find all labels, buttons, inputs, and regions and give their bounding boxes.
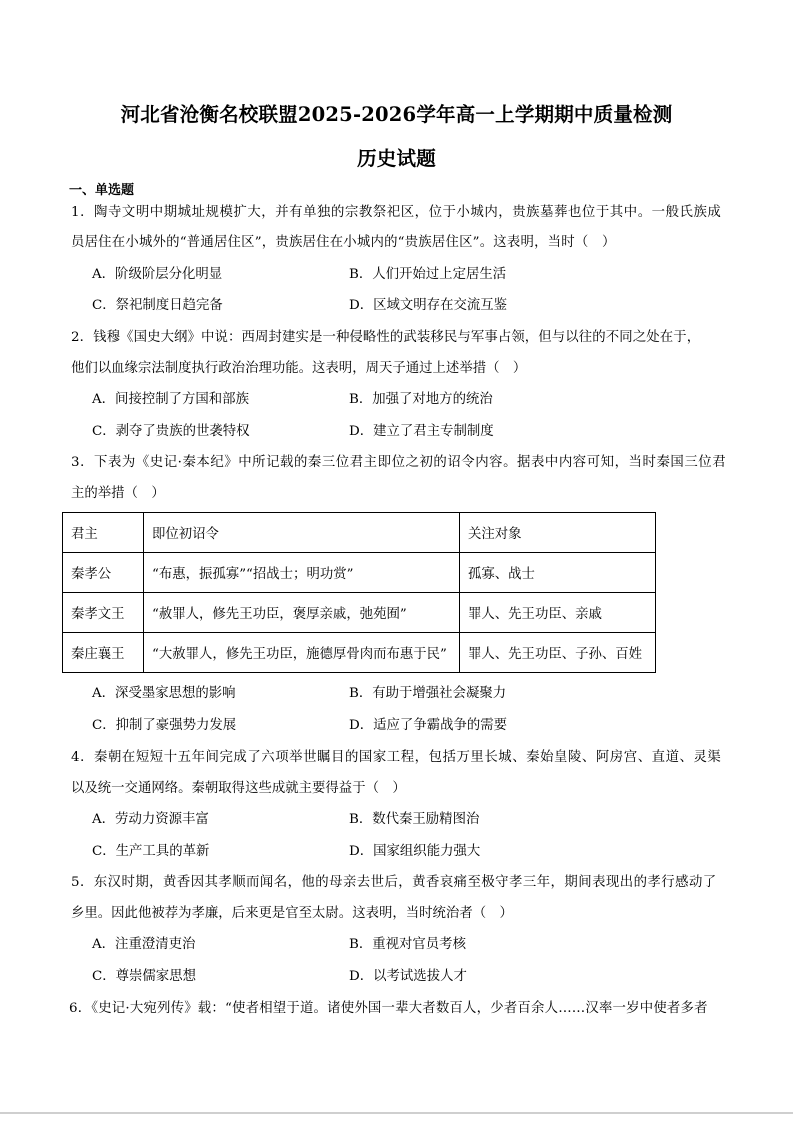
question-5-option-b: B．重视对官员考核 <box>349 937 466 952</box>
question-4-option-c: C．生产工具的革新 <box>92 844 210 859</box>
question-4-option-d: D．国家组织能力强大 <box>349 844 481 859</box>
question-1-stem-line-1: 1．陶寺文明中期城址规模扩大，并有单独的宗教祭祀区，位于小城内，贵族墓葬也位于其中。一般氏族成 <box>71 205 722 220</box>
exam-subtitle: 历史试题 <box>357 147 436 170</box>
question-2-stem-line-2: 他们以血缘宗法制度执行政治治理功能。这表明，周天子通过上述举措（ ） <box>71 361 527 376</box>
question-2-option-a: A．间接控制了方国和部族 <box>92 392 249 407</box>
page-bottom-divider <box>0 1112 793 1114</box>
question-2-option-d: D．建立了君主专制制度 <box>349 424 494 439</box>
question-4-stem-line-2: 以及统一交通网络。秦朝取得这些成就主要得益于（ ） <box>71 781 406 796</box>
table-cell: “赦罪人，修先王功臣，褒厚亲戚，弛苑囿” <box>144 593 460 633</box>
question-1-option-c: C．祭祀制度日趋完备 <box>92 298 223 313</box>
table-cell: 秦孝公 <box>63 553 144 593</box>
question-2-option-c: C．剥夺了贵族的世袭特权 <box>92 424 250 439</box>
table-cell: 罪人、先王功臣、亲戚 <box>460 593 656 633</box>
question-3-option-d: D．适应了争霸战争的需要 <box>349 718 508 733</box>
table-cell: 孤寡、战士 <box>460 553 656 593</box>
question-1-option-d: D．区域文明存在交流互鉴 <box>349 298 508 313</box>
table-cell: “布惠，振孤寡”“招战士；明功赏” <box>144 553 460 593</box>
question-5-option-a: A．注重澄清吏治 <box>92 937 196 952</box>
question-5-option-d: D．以考试选拔人才 <box>349 969 467 984</box>
question-3-stem-line-2: 主的举措（ ） <box>71 486 165 501</box>
table-cell: 秦孝文王 <box>63 593 144 633</box>
table-header-cell: 关注对象 <box>460 513 656 553</box>
question-3-stem-line-1: 3．下表为《史记·秦本纪》中所记载的秦三位君主即位之初的诏令内容。据表中内容可知，当时秦国三位君 <box>71 455 727 470</box>
question-4-stem-line-1: 4．秦朝在短短十五年间完成了六项举世瞩目的国家工程，包括万里长城、秦始皇陵、阿房宫、直道、灵渠 <box>71 750 722 765</box>
question-3-option-a: A．深受墨家思想的影响 <box>92 686 236 701</box>
table-cell: 罪人、先王功臣、子孙、百姓 <box>460 633 656 673</box>
question-4-option-b: B．数代秦王励精图治 <box>349 812 480 827</box>
table-row <box>63 633 656 673</box>
table-row <box>63 593 656 633</box>
table-header-cell: 即位初诏令 <box>144 513 460 553</box>
table-cell: 秦庄襄王 <box>63 633 144 673</box>
question-1-option-b: B．人们开始过上定居生活 <box>349 267 507 282</box>
question-6-stem-line-1: 6．《史记·大宛列传》载：“使者相望于道。诸使外国一辈大者数百人，少者百余人……汉率一岁中使者多者 <box>69 1001 708 1016</box>
table-row <box>63 553 656 593</box>
question-2-option-b: B．加强了对地方的统治 <box>349 392 493 407</box>
question-3-option-b: B．有助于增强社会凝聚力 <box>349 686 507 701</box>
question-5-stem-line-1: 5．东汉时期，黄香因其孝顺而闻名，他的母亲去世后，黄香哀痛至极守孝三年，期间表现出的孝行感动了 <box>71 875 717 890</box>
question-3-option-c: C．抑制了豪强势力发展 <box>92 718 237 733</box>
table-cell: “大赦罪人，修先王功臣，施德厚骨肉而布惠于民” <box>144 633 460 673</box>
question-1-option-a: A．阶级阶层分化明显 <box>92 267 223 282</box>
section-heading: 一、单选题 <box>69 183 135 198</box>
question-2-stem-line-1: 2．钱穆《国史大纲》中说：西周封建实是一种侵略性的武装移民与军事占领，但与以往的不同之处在于， <box>71 330 701 345</box>
table-header-cell: 君主 <box>63 513 144 553</box>
question-1-stem-line-2: 员居住在小城外的“普通居住区”，贵族居住在小城内的“贵族居住区”。这表明，当时（ ） <box>71 235 616 250</box>
table-header-row <box>63 513 656 553</box>
question-5-stem-line-2: 乡里。因此他被荐为孝廉，后来更是官至太尉。这表明，当时统治者（ ） <box>71 906 513 921</box>
question-5-option-c: C．尊崇儒家思想 <box>92 969 196 984</box>
exam-title: 河北省沧衡名校联盟2025-2026学年高一上学期期中质量检测 <box>120 103 673 126</box>
question-4-option-a: A．劳动力资源丰富 <box>92 812 209 827</box>
decree-table <box>62 512 656 673</box>
